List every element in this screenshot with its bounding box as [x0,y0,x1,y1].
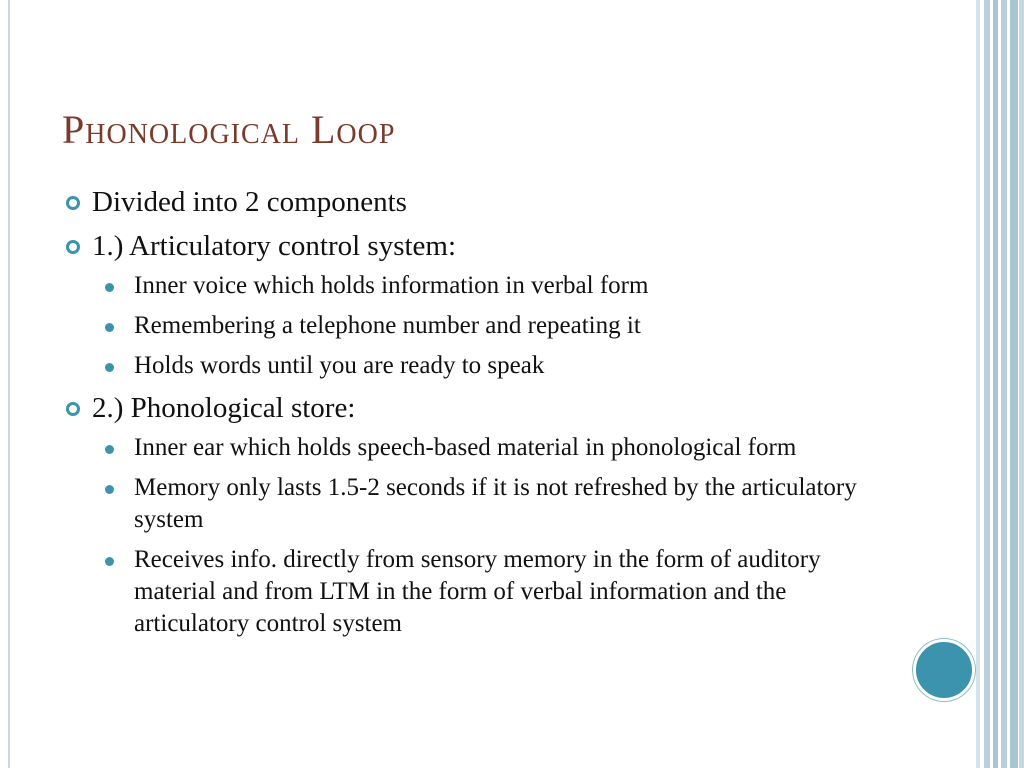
stripe [976,0,980,768]
bullet-item [62,184,892,220]
slide-title: Phonological Loop [62,107,396,152]
sub-bullet-item [62,270,892,302]
sub-bullet-list [92,270,892,382]
sub-bullet-text: Inner voice which holds information in verbal form [134,272,649,299]
bullet-text: 1.) Articulatory control system: [92,230,457,262]
dot-bullet-icon [105,363,114,372]
sub-bullet-item [62,310,892,342]
stripe [984,0,990,768]
sub-bullet-item [62,432,892,464]
ring-bullet-icon [66,402,80,416]
dot-bullet-icon [105,283,114,292]
sub-bullet-text: Memory only lasts 1.5-2 seconds if it is not refreshed by the articulatory system [134,474,857,533]
sub-bullet-item [62,544,892,640]
stripe [1010,0,1018,768]
dot-bullet-icon [105,485,114,494]
sub-bullet-item [62,472,892,536]
stripe [1019,0,1024,768]
sub-bullet-text: Holds words until you are ready to speak [134,352,545,379]
ring-bullet-icon [66,240,80,254]
bullet-item [62,228,892,382]
ring-bullet-icon [66,196,80,210]
bullet-text: Divided into 2 components [92,186,407,218]
stripe [1001,0,1007,768]
bullet-item [62,390,892,640]
decorative-circle [913,639,975,701]
dot-bullet-icon [105,445,114,454]
stripe [993,0,998,768]
dot-bullet-icon [105,323,114,332]
sub-bullet-text: Receives info. directly from sensory memory in the form of auditory material and from LTM in the form of verbal information and the articulatory control system [134,546,821,637]
dot-bullet-icon [105,557,114,566]
sub-bullet-item [62,350,892,382]
sub-bullet-text: Inner ear which holds speech-based material in phonological form [134,434,797,461]
sub-bullet-list [92,432,892,640]
bullet-text: 2.) Phonological store: [92,392,356,424]
bullet-list [62,184,892,648]
sub-bullet-text: Remembering a telephone number and repeating it [134,312,641,339]
left-frame-line [8,0,10,768]
